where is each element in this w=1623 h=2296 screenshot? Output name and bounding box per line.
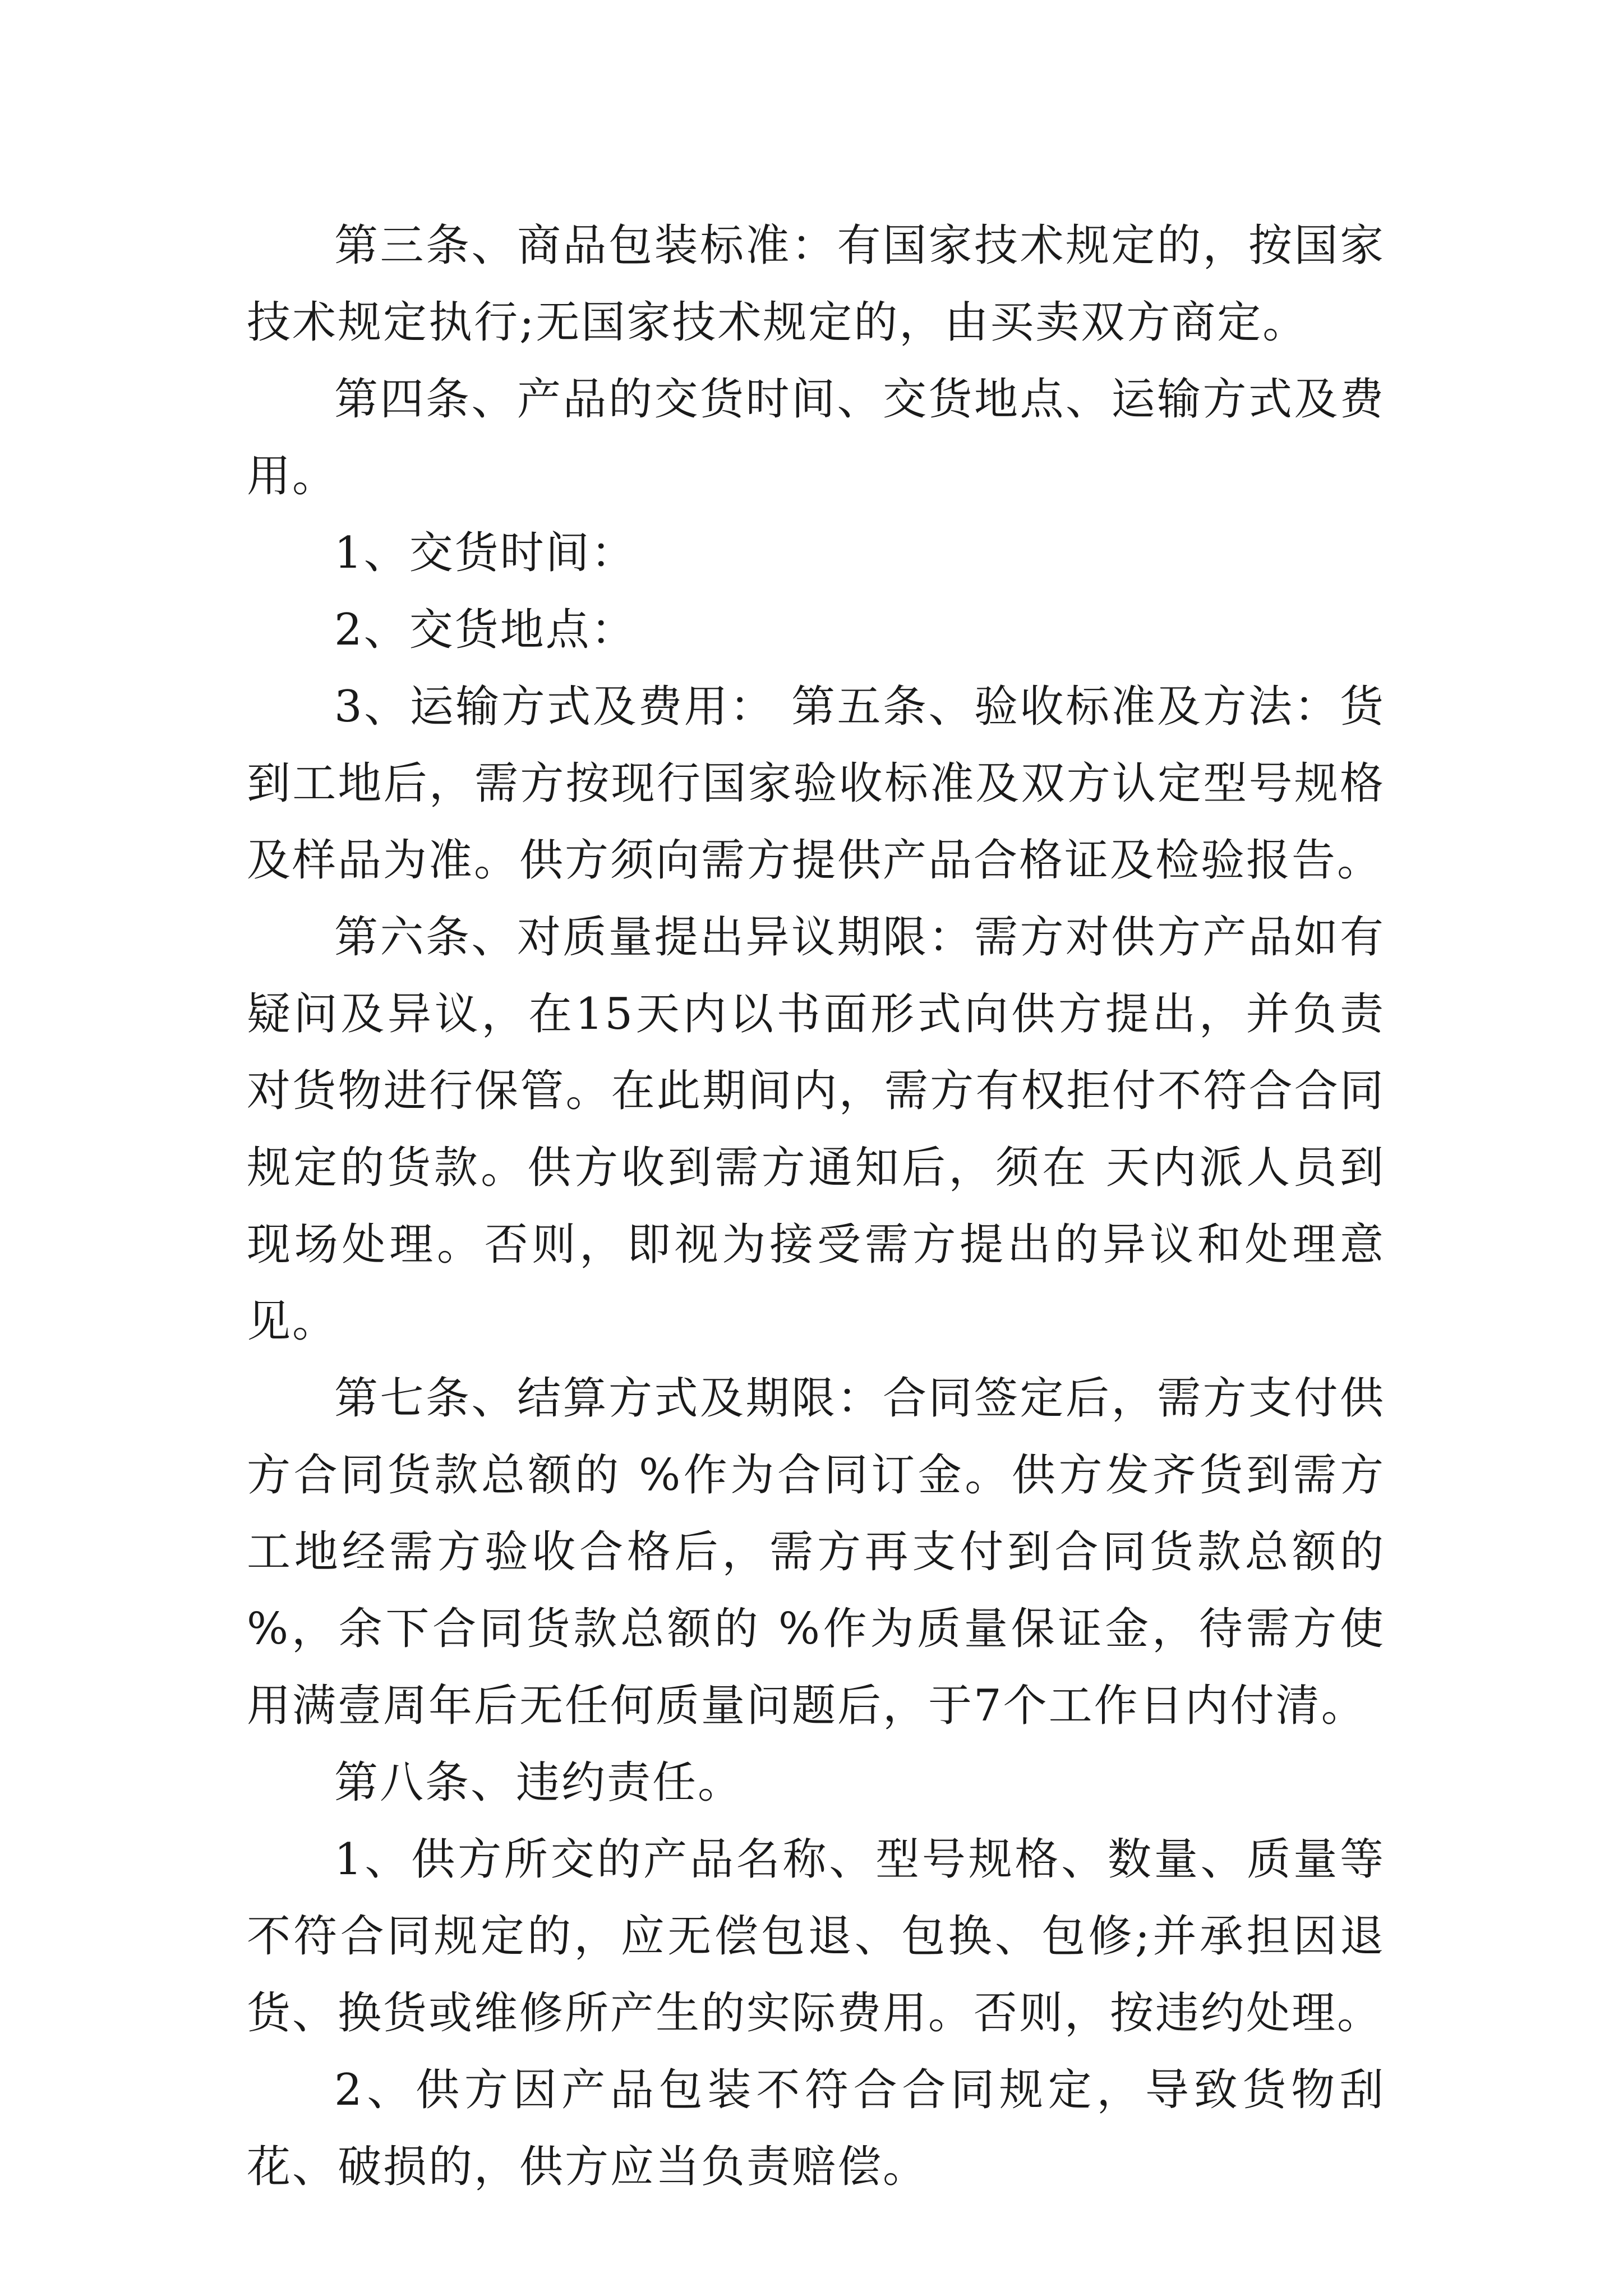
paragraph-liability-2: 2、供方因产品包装不符合合同规定，导致货物刮花、破损的，供方应当负责赔偿。 [247,2065,1385,2192]
paragraph-article-4: 第四条、产品的交货时间、交货地点、运输方式及费用。 [247,374,1385,501]
paragraph-liability-1: 1、供方所交的产品名称、型号规格、数量、质量等不符合同规定的，应无偿包退、包换、包修;并承担因退货、换货或维修所产生的实际费用。否则，按违约处理。 [247,1834,1385,2039]
paragraph-article-3: 第三条、商品包装标准：有国家技术规定的，按国家技术规定执行;无国家技术规定的，由买卖双方商定。 [247,220,1385,348]
paragraph-delivery-time: 1、交货时间： [334,528,637,578]
document-body [247,208,1385,2206]
paragraph-delivery-place: 2、交货地点： [334,605,637,655]
paragraph-article-7: 第七条、结算方式及期限：合同签定后，需方支付供方合同货款总额的 %作为合同订金。供方发齐货到需方工地经需方验收合格后，需方再支付到合同货款总额的 %，余下合同货款总额的 %作为质量保证金，待需方使用满壹周年后无任何质量问题后，于7个工作日内付清。 [247,1373,1385,1731]
paragraph-article-6: 第六条、对质量提出异议期限：需方对供方产品如有疑问及异议，在15天内以书面形式向供方提出，并负责对货物进行保管。在此期间内，需方有权拒付不符合合同规定的货款。供方收到需方通知后，须在 天内派人员到现场处理。否则，即视为接受需方提出的异议和处理意见。 [247,912,1385,1347]
paragraph-article-8: 第八条、违约责任。 [334,1757,744,1808]
paragraph-transport-and-article-5: 3、运输方式及费用： 第五条、验收标准及方法：货到工地后，需方按现行国家验收标准及双方认定型号规格及样品为准。供方须向需方提供产品合格证及检验报告。 [247,682,1385,886]
